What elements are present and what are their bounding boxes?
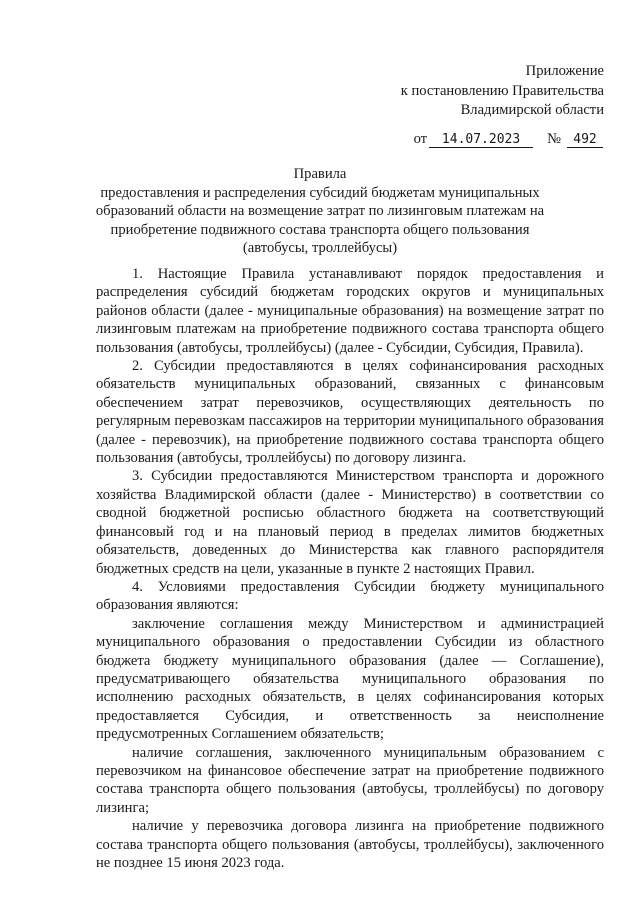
approval-line-2: к постановлению Правительства — [400, 82, 604, 99]
approval-line-1: Приложение — [525, 63, 604, 79]
paragraph-4: 4. Условиями предоставления Субсидии бюджету муниципального образования являются: — [96, 578, 604, 614]
title-heading: Правила — [293, 166, 347, 182]
condition-item-3: наличие у перевозчика договора лизинга на приобретение подвижного состава транспорта общего пользования (автобусы, троллейбусы), заключенного не позднее 15 июня 2023 года. — [96, 818, 604, 871]
document-number: 492 — [567, 132, 603, 148]
paragraph-3: 3. Субсидии предоставляются Министерством транспорта и дорожного хозяйства Владимирской области (далее - Министерство) в соответствии со сводной бюджетной росписью областного бюджета на соответствующий финансовый год и на плановый период в пределах лимитов бюджетных обязательств, доведенных до Министерства как главного распорядителя бюджетных средств на цели, указанные в пункте 2 настоящих Правил. — [96, 468, 604, 577]
title-subtitle: предоставления и распределения субсидий бюджетам муниципальных образований области на возмещение затрат по лизинговым платежам на приобретение подвижного состава транспорта общего пользования (автобусы, троллейбусы) — [95, 184, 545, 256]
number-label: № — [547, 131, 561, 147]
approval-line-3: Владимирской области — [460, 102, 604, 118]
condition-item-2: наличие соглашения, заключенного муниципальным образованием с перевозчиком на финансовое обеспечение затрат на приобретение подвижного состава транспорта общего пользования (автобусы, троллейбусы) по договору лизинга; — [96, 744, 604, 816]
date-label: от — [413, 131, 428, 147]
condition-item-1: заключение соглашения между Министерством и администрацией муниципального образования о предоставлении Субсидии из областного бюджета бюджету муниципального образования (далее — Соглашение), предусматривающего обязательства муниципального образования по исполнению расходных обязательств, в целях софинансирования которых предоставляется Субсидия, и ответственность за неисполнение предусмотренных Соглашением обязательств; — [96, 615, 604, 743]
document-title — [90, 165, 550, 258]
paragraph-1: 1. Настоящие Правила устанавливают порядок предоставления и распределения субсидий бюджетам городских округов и муниципальных районов области (далее - муниципальные образования) на возмещение затрат по лизинговым платежам на приобретение подвижного состава транспорта общего пользования (автобусы, троллейбусы) (далее - Субсидии, Субсидия, Правила). — [96, 266, 604, 356]
approval-stamp — [401, 62, 604, 121]
document-date-number — [414, 131, 603, 148]
document-date: 14.07.2023 — [429, 132, 533, 148]
document-body — [96, 265, 604, 872]
paragraph-2: 2. Субсидии предоставляются в целях софинансирования расходных обязательств муниципальных образований, связанных с финансовым обеспечением затрат перевозчиков, осуществляющих деятельность по регулярным перевозкам пассажиров на территории муниципального образования (далее - перевозчик), на приобретение подвижного состава транспорта общего пользования (автобусы, троллейбусы) по договору лизинга. — [96, 358, 604, 467]
